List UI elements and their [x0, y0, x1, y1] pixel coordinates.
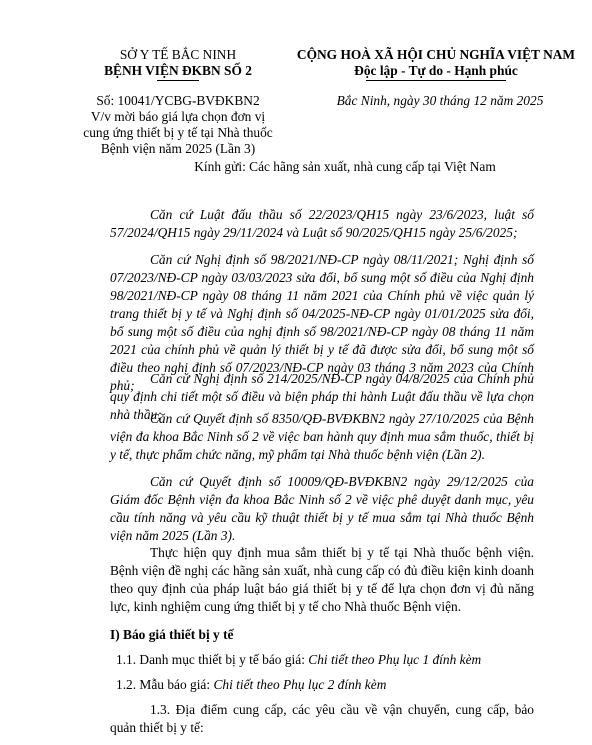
org-parent: SỞ Y TẾ BẮC NINH: [119, 47, 237, 62]
issuing-organization: [72, 47, 284, 157]
subject-line: Bệnh viện năm 2025 (Lần 3): [100, 141, 256, 156]
motto-underline: [366, 80, 506, 81]
item-label: 1.3. Địa điểm cung cấp, các yêu cầu về vận chuyển, cung cấp, bảo quản thiết bị y tế:: [110, 702, 534, 735]
section-heading: I) Báo giá thiết bị y tế: [110, 627, 234, 642]
section-item: [110, 676, 540, 694]
item-detail: Chi tiết theo Phụ lục 1 đính kèm: [308, 652, 482, 667]
legal-basis: Căn cứ Quyết định số 10009/QĐ-BVĐKBN2 ngày 29/12/2025 của Giám đốc Bệnh viện đa khoa Bắc Ninh số 2 về việc phê duyệt danh mục, yêu cầu tính năng và yêu cầu kỹ thuật thiết bị y tế mua sắm tại Nhà thuốc Bệnh viện năm 2025 (Lần 3).: [110, 474, 534, 543]
org-name: BỆNH VIỆN ĐKBN SỐ 2: [104, 63, 252, 78]
legal-basis: Căn cứ Nghị định số 98/2021/NĐ-CP ngày 08/11/2021; Nghị định số 07/2023/NĐ-CP ngày 03/03/2023 sửa đổi, bổ sung một số điều của Nghị định 98/2021/NĐ-CP ngày 08 tháng 11 năm 2021 của Chính phủ về việc quản lý trang thiết bị y tế và Nghị định số 04/2025-NĐ-CP ngày 01/01/2025 sửa đổi, bổ sung một số điều của nghị định số 98/2021/NĐ-CP ngày 08 tháng 11 năm 2021 của chính phủ về quản lý thiết bị y tế đã được sửa đổi, bổ sung một số điều theo nghị định số 07/2023/NĐ-CP ngày 03 tháng 3 năm 2023 của Chính phủ;: [110, 252, 534, 393]
section-item: [110, 651, 540, 669]
recipient: Kính gửi: Các hãng sản xuất, nhà cung cấp tại Việt Nam: [194, 159, 496, 174]
section-item: [110, 701, 534, 737]
item-label: 1.1. Danh mục thiết bị y tế báo giá:: [116, 652, 309, 667]
doc-subject: [72, 109, 284, 157]
item-label: 1.2. Mẫu báo giá:: [116, 677, 214, 692]
legal-basis: Căn cứ Quyết định số 8350/QĐ-BVĐKBN2 ngày 27/10/2025 của Bệnh viện đa khoa Bắc Ninh số 2 về việc ban hành quy định mua sắm thuốc, thiết bị y tế, thực phẩm chức năng, mỹ phẩm tại Nhà thuốc bệnh viện (Lần 2).: [110, 411, 534, 462]
legal-basis: Căn cứ Nghị định số 214/2025/NĐ-CP ngày 04/8/2025 của Chính phủ quy định chi tiết một số điều và biện pháp thi hành Luật đấu thầu về lựa chọn nhà thầu;: [110, 371, 534, 422]
intro-paragraph: Thực hiện quy định mua sắm thiết bị y tế tại Nhà thuốc bệnh viện. Bệnh viện đề nghị các hãng sản xuất, nhà cung cấp có đủ điều kiện kinh doanh theo quy định của pháp luật báo giá thiết bị y tế để lựa chọn đơn vị đủ năng lực, kinh nghiệm cung ứng thiết bị y tế cho Nhà thuốc Bệnh viện.: [110, 545, 534, 614]
nation-title: CỘNG HOÀ XÃ HỘI CHỦ NGHĨA VIỆT NAM: [296, 47, 576, 62]
subject-line: V/v mời báo giá lựa chọn đơn vị: [90, 109, 266, 124]
motto: Độc lập - Tự do - Hạnh phúc: [354, 63, 518, 78]
national-header: [286, 47, 586, 109]
legal-basis: Căn cứ Luật đấu thầu số 22/2023/QH15 ngày 23/6/2023, luật số 57/2024/QH15 ngày 29/11/2024 và Luật số 90/2025/QH15 ngày 25/6/2025;: [110, 207, 534, 240]
doc-number: Số: 10041/YCBG-BVĐKBN2: [96, 93, 260, 108]
org-underline: [157, 80, 199, 81]
item-detail: Chi tiết theo Phụ lục 2 đính kèm: [213, 677, 387, 692]
subject-line: cung ứng thiết bị y tế tại Nhà thuốc: [83, 125, 273, 140]
place-date: Bắc Ninh, ngày 30 tháng 12 năm 2025: [336, 93, 544, 108]
